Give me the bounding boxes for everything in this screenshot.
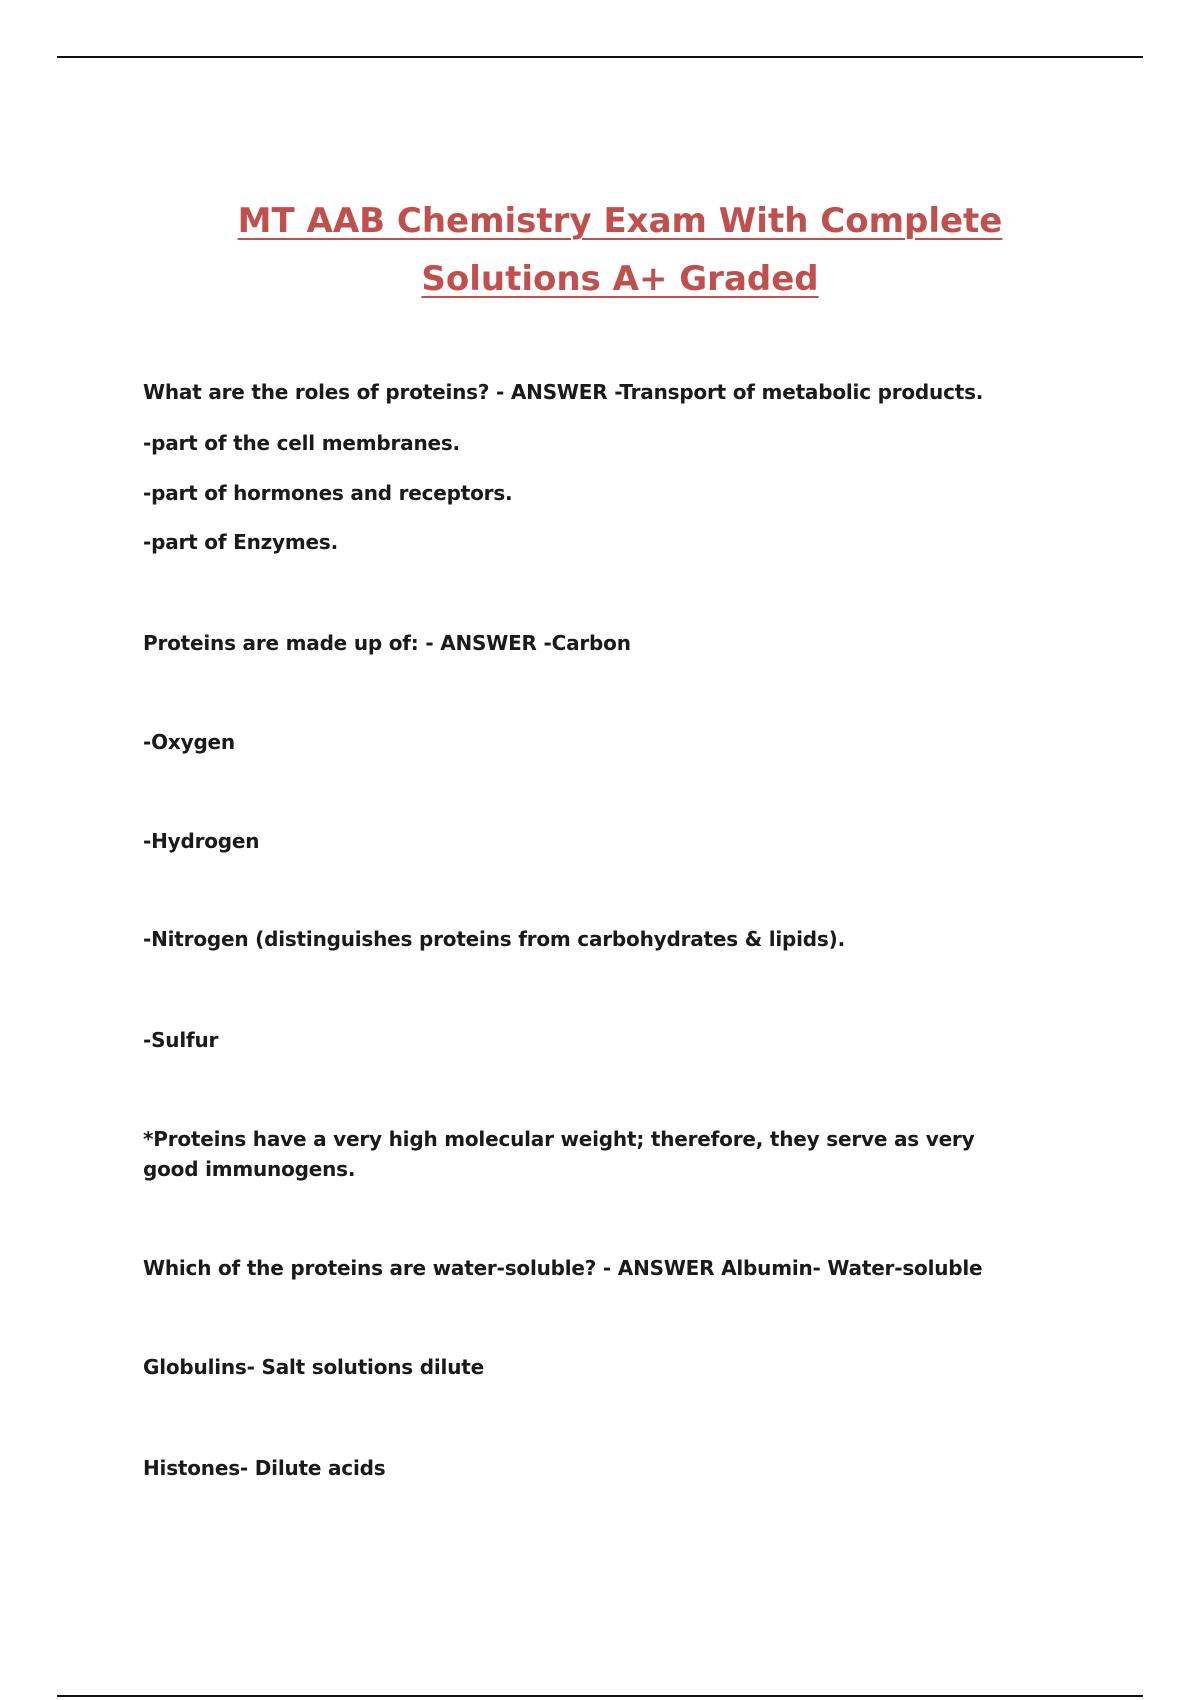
footer-rule (57, 1695, 1143, 1697)
question-water-soluble: Which of the proteins are water-soluble? - ANSWER Albumin- Water-soluble (143, 1256, 983, 1280)
answer-line: -part of the cell membranes. (143, 431, 460, 455)
answer-line: Histones- Dilute acids (143, 1456, 386, 1480)
answer-line: -part of Enzymes. (143, 530, 338, 554)
answer-line: -Nitrogen (distinguishes proteins from carbohydrates & lipids). (143, 927, 845, 951)
answer-line: -Hydrogen (143, 829, 260, 853)
header-rule (57, 56, 1143, 58)
title-line-2: Solutions A+ Graded (421, 259, 819, 299)
document-title (0, 192, 1200, 308)
note-molecular-weight: *Proteins have a very high molecular weight; therefore, they serve as very good immunogens. (143, 1127, 975, 1181)
answer-line: -Oxygen (143, 730, 235, 754)
title-line-1: MT AAB Chemistry Exam With Complete (237, 201, 1003, 241)
answer-line: -part of hormones and receptors. (143, 481, 513, 505)
answer-line: Globulins- Salt solutions dilute (143, 1355, 484, 1379)
question-proteins-roles: What are the roles of proteins? - ANSWER -Transport of metabolic products. (143, 380, 984, 404)
question-proteins-composition: Proteins are made up of: - ANSWER -Carbon (143, 631, 631, 655)
answer-line: -Sulfur (143, 1028, 219, 1052)
